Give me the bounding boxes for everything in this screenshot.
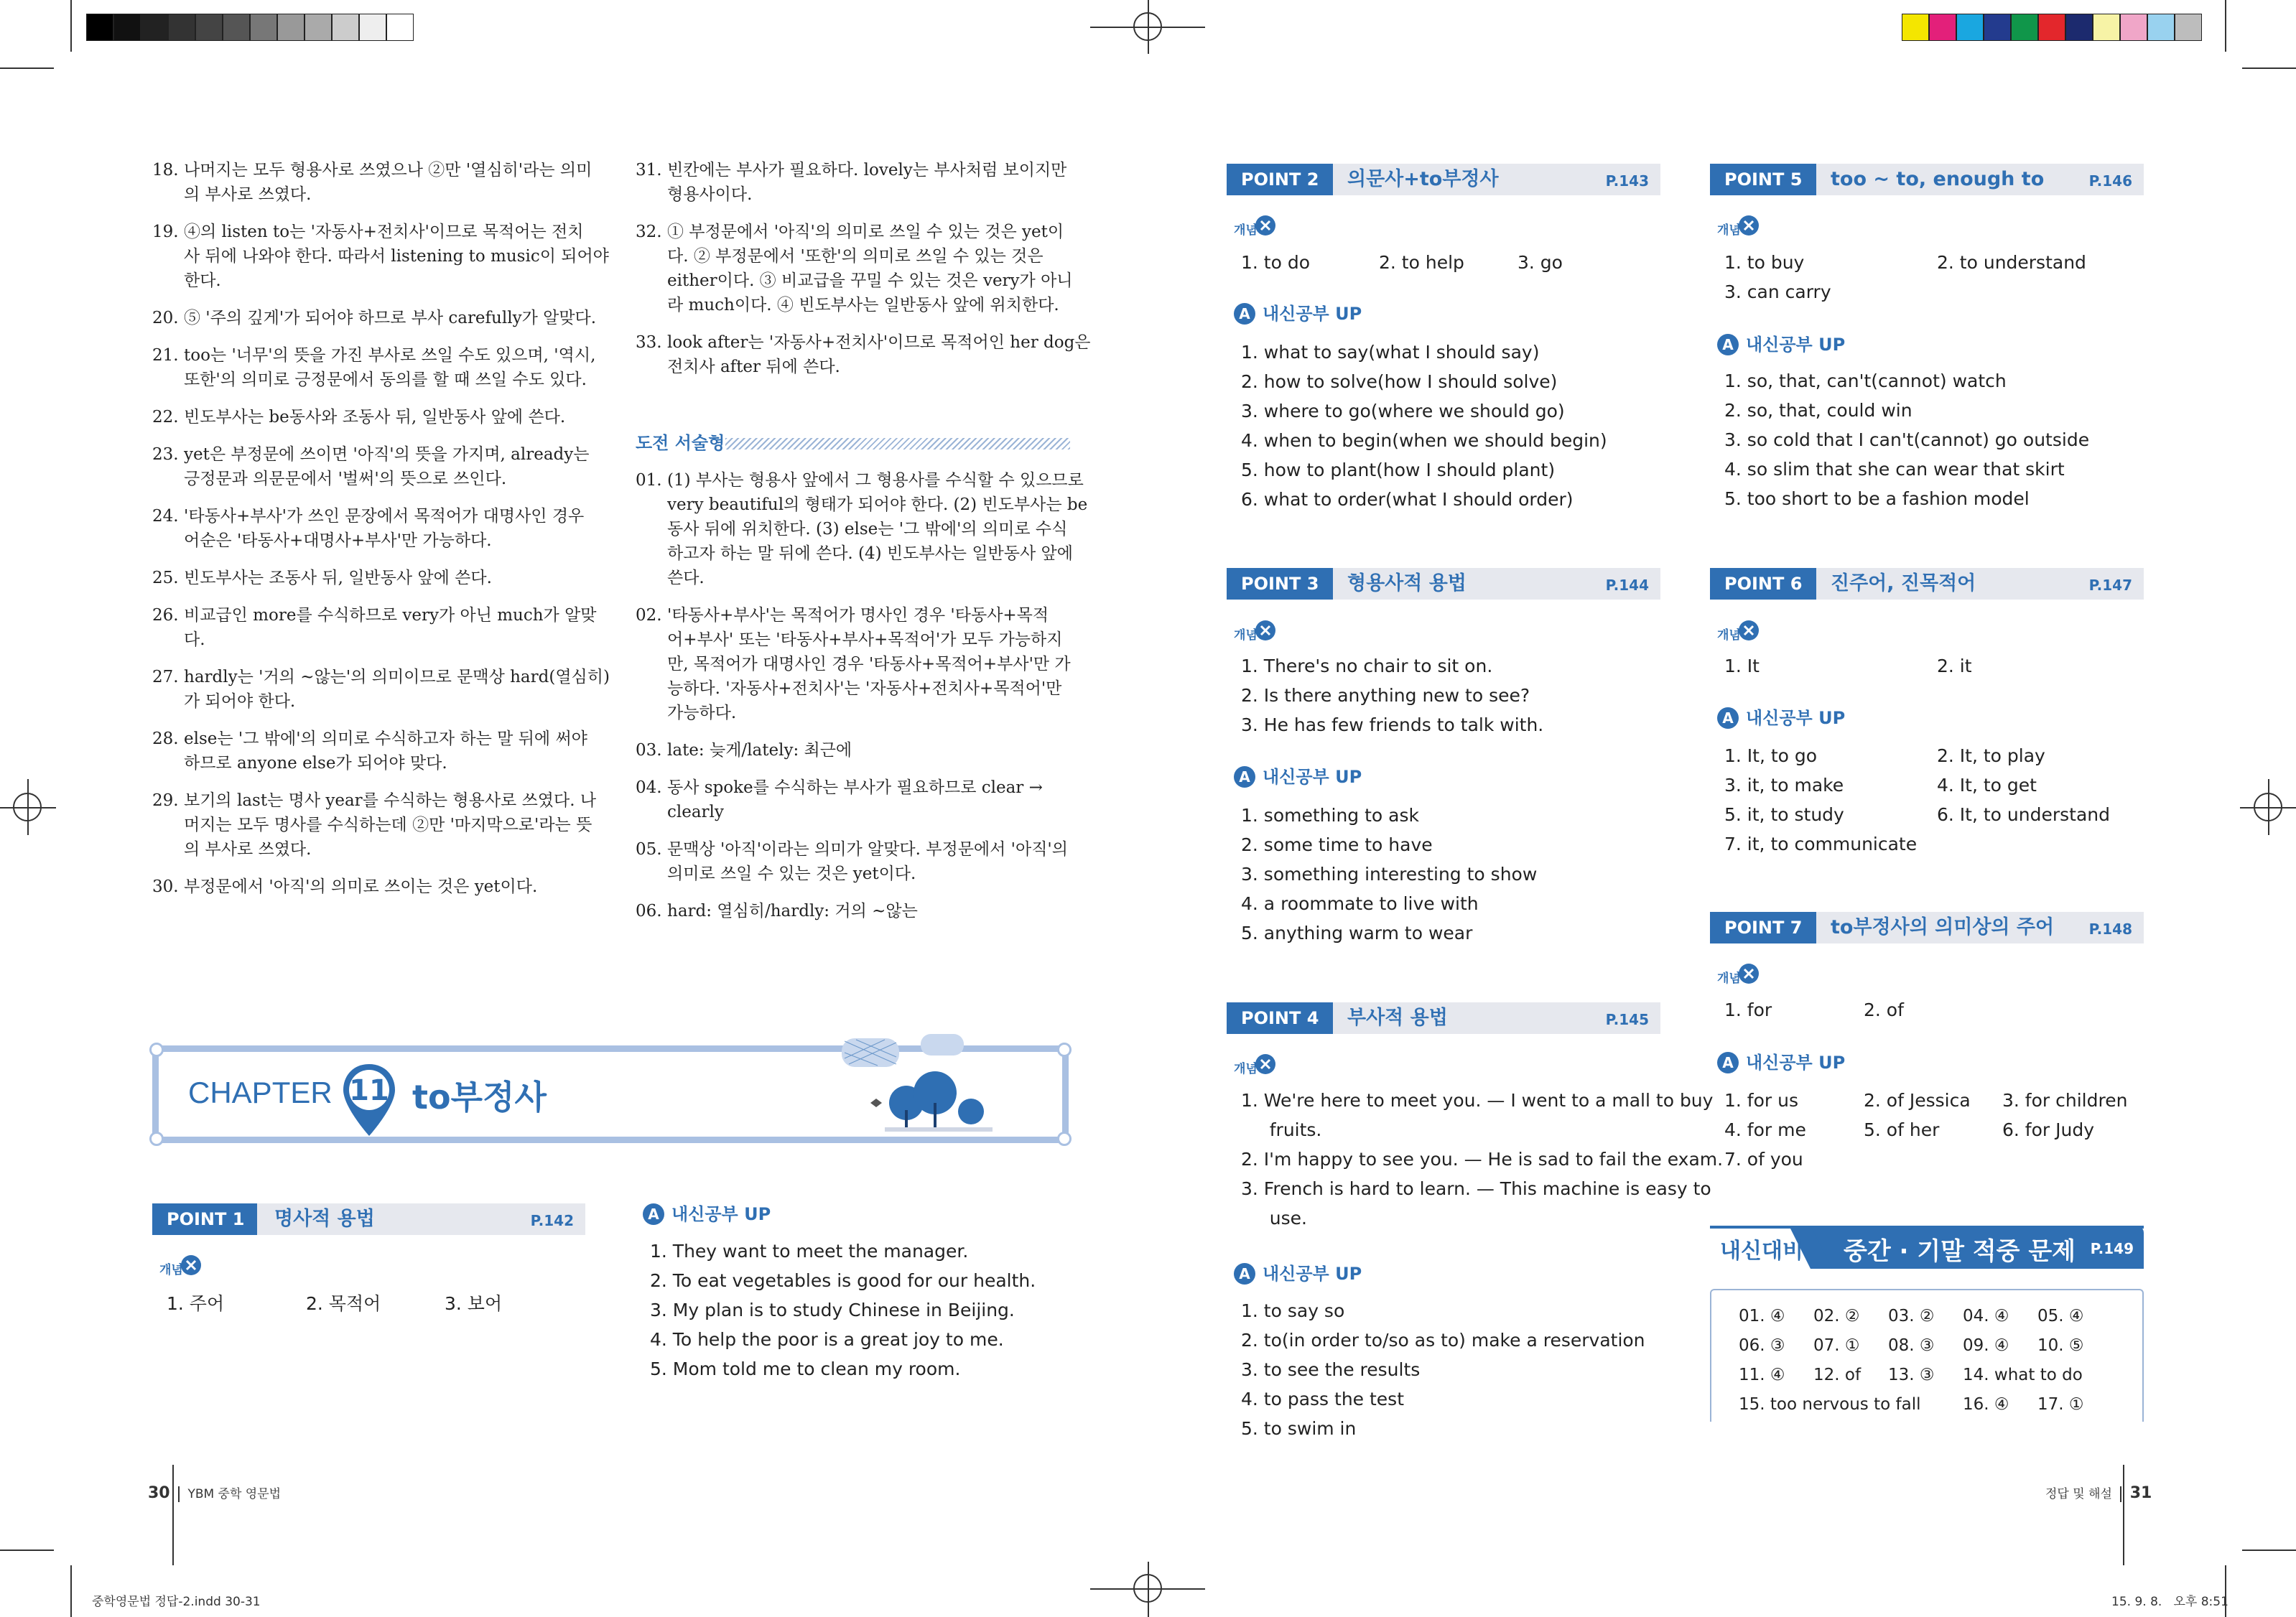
explanation-line: very beautiful의 형태가 되어야 한다. (2) 빈도부사는 be: [667, 495, 1088, 514]
explanation-text: [667, 775, 1043, 824]
naesin-answer-box: [1710, 1289, 2144, 1422]
point3-tag: POINT 3: [1227, 568, 1333, 600]
explanation-text: [667, 158, 1066, 207]
explanation-line: 전치사 after 뒤에 쓴다.: [667, 358, 840, 376]
explanation-number: 30.: [152, 877, 179, 896]
challenge-hatch: [725, 438, 1070, 449]
explanation-number: 06.: [636, 902, 662, 921]
gaenyeom-label: 개념: [1234, 1062, 1258, 1076]
list-item: 02. ②: [1813, 1307, 1860, 1325]
explanation-text: [667, 837, 1068, 886]
point5-sub-header: [1717, 332, 1845, 357]
explanation-line: 빈칸에는 부사가 필요하다. lovely는 부사처럼 보이지만: [667, 161, 1067, 180]
explanation-line: either이다. ③ 비교급을 꾸밀 수 있는 것은 very가 아니: [667, 271, 1073, 290]
sub-label: 내신공부 UP: [1746, 1053, 1846, 1073]
list-item: 2. to understand: [1937, 252, 2086, 273]
point5-header: [1710, 164, 2144, 195]
list-item: 4. It, to get: [1937, 775, 2037, 796]
explanation-line: ① 부정문에서 '아직'의 의미로 쓰일 수 있는 것은 yet이: [667, 223, 1064, 241]
explanation-line: 비교급인 more를 수식하므로 very가 아닌 much가 알맞: [184, 606, 597, 625]
explanation-number: 20.: [152, 309, 179, 327]
explanation-number: 32.: [636, 223, 662, 241]
explanation-line: else는 '그 밖에'의 의미로 수식하고자 하는 말 뒤에 써야: [184, 730, 587, 748]
gaenyeom-icon: [159, 1249, 201, 1285]
point3-header: [1227, 568, 1660, 600]
list-item: 3. to see the results: [1241, 1359, 1421, 1380]
explanation-line: 의미로 쓰일 수 있는 것은 yet이다.: [667, 865, 916, 883]
point3-title: 형용사적 용법: [1347, 572, 1467, 595]
explanation-line: hard: 열심히/hardly: 거의 ~않는: [667, 902, 918, 921]
list-item: 2. of: [1864, 999, 1904, 1020]
list-item: 09. ④: [1963, 1336, 2009, 1355]
explanation-text: [667, 603, 1071, 725]
point6-answers: [1724, 651, 1972, 681]
list-item: fruits.: [1241, 1119, 1322, 1140]
chapter-banner: [152, 1045, 1069, 1143]
list-item: 3. can carry: [1724, 281, 1831, 302]
explanation-line: 쓴다.: [667, 569, 705, 587]
explanation-number: 22.: [152, 408, 179, 427]
list-item: 17. ①: [2037, 1395, 2084, 1414]
explanation-line: 사 뒤에 나와야 한다. 따라서 listening to music이 되어야: [184, 247, 609, 266]
explanation-line: too는 '너무'의 뜻을 가진 부사로 쓰일 수도 있으며, '역시,: [184, 346, 596, 365]
explanation-line: 머지는 모두 명사를 수식하는데 ②만 '마지막으로'라는 뜻: [184, 816, 592, 834]
list-item: 3. something interesting to show: [1241, 864, 1538, 885]
list-item: 2. so, that, could win: [1724, 400, 1912, 421]
explanation-line: 라 much이다. ④ 빈도부사는 일반동사 앞에 위치한다.: [667, 296, 1059, 314]
explanation-text: [184, 875, 537, 899]
explanation-line: 빈도부사는 be동사와 조동사 뒤, 일반동사 앞에 쓴다.: [184, 408, 566, 427]
trees-illustration-icon: [827, 1031, 1000, 1139]
point2-answers: [1241, 248, 1563, 277]
a-badge-icon: A: [1717, 1052, 1739, 1073]
list-item: 3. My plan is to study Chinese in Beijing.: [650, 1300, 1015, 1320]
explanation-line: yet은 부정문에 쓰이면 '아직'의 뜻을 가지며, already는: [184, 445, 590, 464]
explanation-line: ⑤ '주의 깊게'가 되어야 하므로 부사 carefully가 알맞다.: [184, 309, 597, 327]
point4-header: [1227, 1002, 1660, 1034]
explanation-text: [184, 405, 565, 429]
explanation-line: 다.: [184, 630, 205, 649]
list-item: 15. too nervous to fall: [1739, 1395, 1921, 1414]
list-item: 13. ③: [1888, 1366, 1935, 1384]
a-badge-icon: A: [1234, 303, 1255, 325]
explanation-line: 의 부사로 쓰였다.: [184, 185, 312, 204]
explanation-number: 03.: [636, 741, 662, 760]
explanation-line: 문맥상 '아직'이라는 의미가 알맞다. 부정문에서 '아직'의: [667, 840, 1068, 859]
explanation-line: (1) 부사는 형용사 앞에서 그 형용사를 수식할 수 있으므로: [667, 471, 1084, 490]
list-item: 4. so slim that she can wear that skirt: [1724, 459, 2065, 480]
explanation-text: [184, 727, 587, 775]
explanation-line: 또한'의 의미로 긍정문에서 동의를 할 때 쓰일 수도 있다.: [184, 371, 587, 389]
explanation-line: 부정문에서 '아직'의 의미로 쓰이는 것은 yet이다.: [184, 877, 538, 896]
point3-answers: [1241, 651, 1543, 740]
explanation-number: 23.: [152, 445, 179, 464]
a-badge-icon: A: [1234, 1263, 1255, 1285]
list-item: 3. for children: [2002, 1090, 2128, 1111]
list-item: 3. go: [1518, 252, 1563, 273]
list-item: 2. To eat vegetables is good for our health.: [650, 1270, 1036, 1291]
list-item: 2. some time to have: [1241, 834, 1433, 855]
naesin-answers: [1739, 1302, 2084, 1420]
explanation-line: 가능하다.: [667, 704, 737, 722]
point7-title: to부정사의 의미상의 주어: [1831, 916, 2055, 938]
list-item: 4. to pass the test: [1241, 1389, 1405, 1409]
point5-page: P.146: [2088, 172, 2132, 190]
left-footer: [148, 1483, 281, 1502]
explanation-line: 형용사이다.: [667, 185, 753, 204]
explanation-text: [184, 665, 610, 714]
explanation-line: late: 늦게/lately: 최근에: [667, 741, 852, 760]
list-item: 03. ②: [1888, 1307, 1935, 1325]
naesin-title: 중간 · 기말 적중 문제: [1844, 1237, 2076, 1266]
explanation-line: 하고자 하는 말 뒤에 쓴다. (4) 빈도부사는 일반동사 앞에: [667, 544, 1073, 563]
list-item: 2. how to solve(how I should solve): [1241, 371, 1558, 392]
list-item: 1. We're here to meet you. — I went to a mall to buy: [1241, 1090, 1714, 1111]
explanation-line: 만, 목적어가 대명사인 경우 '타동사+목적어+부사'만 가: [667, 655, 1071, 674]
explanation-number: 18.: [152, 161, 179, 180]
gaenyeom-label: 개념: [159, 1263, 183, 1277]
explanation-text: [184, 788, 596, 862]
point4-tag: POINT 4: [1227, 1002, 1333, 1034]
explanation-line: 빈도부사는 조동사 뒤, 일반동사 앞에 쓴다.: [184, 569, 492, 587]
sub-label: 내신공부 UP: [1746, 708, 1846, 728]
point5-answers: [1724, 248, 2086, 307]
point4-sub-answers: [1241, 1296, 1645, 1443]
list-item: 08. ③: [1888, 1336, 1935, 1355]
file-info-right: 15. 9. 8. 오후 8:51: [2111, 1595, 2228, 1609]
point6-tag: POINT 6: [1710, 568, 1816, 600]
process-color-bar: [1902, 14, 2202, 41]
explanation-line: 의 부사로 쓰였다.: [184, 840, 312, 859]
point2-sub-answers: [1241, 337, 1607, 514]
list-item: 1. to buy: [1724, 252, 1805, 273]
explanation-line: 동사 뒤에 위치한다. (3) else는 '그 밖에'의 의미로 수식: [667, 520, 1068, 539]
list-item: 5. how to plant(how I should plant): [1241, 460, 1556, 480]
list-item: 1. so, that, can't(cannot) watch: [1724, 371, 2007, 391]
list-item: 1. for: [1724, 999, 1772, 1020]
point6-page: P.147: [2088, 577, 2132, 594]
explanation-number: 04.: [636, 778, 662, 797]
list-item: 1. to say so: [1241, 1300, 1345, 1321]
point3-page: P.144: [1605, 577, 1649, 594]
grayscale-color-bar: [86, 14, 414, 41]
point1-tag: POINT 1: [152, 1203, 257, 1235]
list-item: 5. it, to study: [1724, 804, 1844, 825]
explanation-text: [184, 504, 584, 553]
explanation-line: clearly: [667, 803, 724, 821]
list-item: 6. what to order(what I should order): [1241, 489, 1574, 510]
point7-header: [1710, 912, 2144, 943]
point2-title: 의문사+to부정사: [1347, 168, 1499, 190]
section-title: 정답 및 해설: [2045, 1487, 2112, 1501]
explanation-text: [184, 442, 589, 491]
chapter-number: 11: [349, 1074, 389, 1107]
naesin-header: [1710, 1224, 2144, 1269]
explanation-line: 하므로 anyone else가 되어야 맞다.: [184, 754, 447, 773]
explanation-line: 나머지는 모두 형용사로 쓰였으나 ②만 '열심히'라는 의미: [184, 161, 592, 180]
explanation-number: 01.: [636, 471, 662, 490]
point3-sub-answers: [1241, 801, 1537, 948]
explanation-text: [667, 738, 852, 763]
point1-sub-answers: [650, 1236, 1036, 1384]
point4-title: 부사적 용법: [1347, 1007, 1448, 1029]
gaenyeom-label: 개념: [1717, 971, 1741, 986]
explanation-number: 33.: [636, 333, 662, 352]
explanation-number: 28.: [152, 730, 179, 748]
challenge-title: 도전 서술형: [636, 433, 725, 453]
explanation-line: 한다.: [184, 271, 221, 290]
gaenyeom-label: 개념: [1717, 223, 1741, 238]
file-info-left: 중학영문법 정답-2.indd 30-31: [92, 1595, 261, 1609]
gaenyeom-icon: [1234, 210, 1275, 246]
explanation-text: [184, 306, 596, 330]
point4-page: P.145: [1605, 1011, 1649, 1028]
a-badge-icon: A: [1717, 334, 1739, 355]
explanation-line: 능하다. '자동사+전치사'는 '자동사+전치사+목적어'만: [667, 679, 1062, 698]
explanation-text: [667, 899, 918, 923]
list-item: 2. 목적어: [306, 1293, 381, 1314]
explanation-number: 02.: [636, 606, 662, 625]
list-item: 3. 보어: [445, 1293, 503, 1314]
point6-header: [1710, 568, 2144, 600]
explanations-column-2: [636, 158, 1091, 474]
sub-label: 내신공부 UP: [1263, 304, 1362, 324]
explanation-text: [184, 566, 492, 590]
sub-label: 내신공부 UP: [1263, 767, 1362, 787]
list-item: 1. for us: [1724, 1090, 1798, 1111]
list-item: 5. of her: [1864, 1119, 1940, 1140]
list-item: 2. to help: [1379, 252, 1464, 273]
list-item: 16. ④: [1963, 1395, 2009, 1414]
gaenyeom-icon: [1717, 958, 1759, 994]
explanation-number: 29.: [152, 791, 179, 810]
list-item: 3. French is hard to learn. — This machine is easy to: [1241, 1178, 1711, 1199]
explanation-number: 31.: [636, 161, 662, 180]
right-footer: [2045, 1483, 2152, 1502]
list-item: 3. so cold that I can't(cannot) go outside: [1724, 429, 2090, 450]
explanation-number: 19.: [152, 223, 179, 241]
list-item: 2. it: [1937, 656, 1972, 676]
point2-header: [1227, 164, 1660, 195]
explanation-line: look after는 '자동사+전치사'이므로 목적어인 her dog은: [667, 333, 1091, 352]
list-item: 3. He has few friends to talk with.: [1241, 714, 1544, 735]
list-item: 1. There's no chair to sit on.: [1241, 656, 1493, 676]
page-number-left: 30: [148, 1484, 170, 1502]
list-item: use.: [1241, 1208, 1307, 1229]
point6-sub-header: [1717, 706, 1845, 730]
list-item: 5. to swim in: [1241, 1418, 1357, 1439]
point2-page: P.143: [1605, 172, 1649, 190]
list-item: 5. anything warm to wear: [1241, 923, 1473, 943]
list-item: 10. ⑤: [2037, 1336, 2084, 1355]
sub-label: 내신공부 UP: [1263, 1264, 1362, 1284]
list-item: 4. a roommate to live with: [1241, 893, 1479, 914]
list-item: 5. Mom told me to clean my room.: [650, 1359, 961, 1379]
naesin-page: P.149: [2090, 1240, 2134, 1257]
point3-sub-header: [1234, 765, 1362, 789]
list-item: 6. for Judy: [2002, 1119, 2095, 1140]
list-item: 1. to do: [1241, 252, 1311, 273]
list-item: 2. Is there anything new to see?: [1241, 685, 1530, 706]
explanation-text: [667, 330, 1091, 379]
list-item: 4. To help the poor is a great joy to me.: [650, 1329, 1004, 1350]
gaenyeom-label: 개념: [1234, 628, 1258, 643]
explanation-text: [184, 343, 595, 392]
point6-sub-answers: [1724, 741, 2110, 859]
sub-label: 내신공부 UP: [1746, 335, 1846, 355]
list-item: 06. ③: [1739, 1336, 1785, 1355]
point1-title: 명사적 용법: [274, 1208, 375, 1230]
point4-answers: [1241, 1086, 1723, 1233]
gaenyeom-icon: [1234, 615, 1275, 651]
book-title: YBM 중학 영문법: [187, 1487, 282, 1501]
point7-tag: POINT 7: [1710, 912, 1816, 943]
sub-label: 내신공부 UP: [671, 1204, 771, 1224]
point6-title: 진주어, 진목적어: [1831, 572, 1976, 595]
point5-tag: POINT 5: [1710, 164, 1816, 195]
list-item: 7. of you: [1724, 1149, 1803, 1170]
a-badge-icon: A: [1717, 707, 1739, 729]
point7-answers: [1724, 995, 1904, 1025]
list-item: 2. to(in order to/so as to) make a reservation: [1241, 1330, 1645, 1351]
list-item: 07. ①: [1813, 1336, 1860, 1355]
explanations-column-1: [152, 158, 610, 912]
list-item: 14. what to do: [1963, 1366, 2083, 1384]
point7-page: P.148: [2088, 921, 2132, 938]
point1-answers: [167, 1289, 583, 1318]
gaenyeom-icon: [1717, 210, 1759, 246]
chapter-title: to부정사: [412, 1078, 547, 1117]
list-item: 4. for me: [1724, 1119, 1806, 1140]
list-item: 1. what to say(what I should say): [1241, 342, 1540, 363]
point5-sub-answers: [1724, 366, 2089, 513]
list-item: 05. ④: [2037, 1307, 2084, 1325]
list-item: 11. ④: [1739, 1366, 1785, 1384]
explanation-line: 가 되어야 한다.: [184, 692, 296, 711]
explanation-number: 25.: [152, 569, 179, 587]
explanation-text: [667, 220, 1073, 317]
page-number-right: 31: [2129, 1484, 2152, 1502]
point5-title: too ~ to, enough to: [1831, 168, 2045, 190]
point1-page: P.142: [530, 1212, 574, 1229]
point1-header: [152, 1203, 585, 1235]
point2-sub-header: [1234, 302, 1362, 326]
a-badge-icon: A: [1234, 766, 1255, 788]
list-item: 1. It: [1724, 656, 1760, 676]
explanation-line: 긍정문과 의문문에서 '벌써'의 뜻으로 쓰인다.: [184, 470, 507, 488]
list-item: 2. I'm happy to see you. — He is sad to fail the exam.: [1241, 1149, 1724, 1170]
explanation-text: [667, 468, 1087, 590]
list-item: 6. It, to understand: [1937, 804, 2110, 825]
explanation-text: [184, 220, 609, 293]
list-item: 1. They want to meet the manager.: [650, 1241, 969, 1262]
naesin-label: 내신대비: [1720, 1239, 1803, 1264]
point7-sub-header: [1717, 1050, 1845, 1075]
challenge-header: [636, 431, 1070, 455]
list-item: 3. where to go(where we should go): [1241, 401, 1565, 421]
list-item: 1. something to ask: [1241, 805, 1419, 826]
explanation-number: 21.: [152, 346, 179, 365]
point4-sub-header: [1234, 1262, 1362, 1286]
list-item: 2. It, to play: [1937, 745, 2045, 766]
list-item: 2. of Jessica: [1864, 1090, 1971, 1111]
explanation-text: [184, 603, 597, 652]
gaenyeom-icon: [1717, 615, 1759, 651]
chapter-label: CHAPTER: [188, 1076, 333, 1109]
explanation-text: [184, 158, 592, 207]
list-item: 5. too short to be a fashion model: [1724, 488, 2030, 509]
gaenyeom-icon: [1234, 1048, 1275, 1084]
explanation-line: ④의 listen to는 '자동사+전치사'이므로 목적어는 전치: [184, 223, 584, 241]
list-item: 4. when to begin(when we should begin): [1241, 430, 1607, 451]
explanation-number: 24.: [152, 507, 179, 526]
explanation-number: 26.: [152, 606, 179, 625]
explanation-line: 어순은 '타동사+대명사+부사'만 가능하다.: [184, 531, 492, 550]
explanation-line: '타동사+부사'가 쓰인 문장에서 목적어가 대명사인 경우: [184, 507, 585, 526]
a-badge-icon: A: [643, 1203, 664, 1225]
point2-tag: POINT 2: [1227, 164, 1333, 195]
list-item: 01. ④: [1739, 1307, 1785, 1325]
list-item: 3. it, to make: [1724, 775, 1844, 796]
explanation-line: 동사 spoke를 수식하는 부사가 필요하므로 clear →: [667, 778, 1043, 797]
explanation-line: hardly는 '거의 ~않는'의 의미이므로 문맥상 hard(열심히): [184, 668, 610, 686]
list-item: 7. it, to communicate: [1724, 834, 1918, 854]
gaenyeom-label: 개념: [1234, 223, 1258, 238]
point1-sub-header: [643, 1202, 771, 1226]
explanation-number: 05.: [636, 840, 662, 859]
explanation-number: 27.: [152, 668, 179, 686]
list-item: 1. 주어: [167, 1293, 225, 1314]
explanation-line: '타동사+부사'는 목적어가 명사인 경우 '타동사+목적: [667, 606, 1049, 625]
challenge-list: [636, 468, 1088, 935]
list-item: 12. of: [1813, 1366, 1862, 1384]
explanation-line: 어+부사' 또는 '타동사+부사+목적어'가 모두 가능하지: [667, 630, 1063, 649]
point7-sub-answers: [1724, 1086, 2127, 1174]
explanation-line: 보기의 last는 명사 year를 수식하는 형용사로 쓰였다. 나: [184, 791, 597, 810]
list-item: 1. It, to go: [1724, 745, 1818, 766]
list-item: 04. ④: [1963, 1307, 2009, 1325]
explanation-line: 다. ② 부정문에서 '또한'의 의미로 쓰일 수 있는 것은: [667, 247, 1044, 266]
gaenyeom-label: 개념: [1717, 628, 1741, 643]
